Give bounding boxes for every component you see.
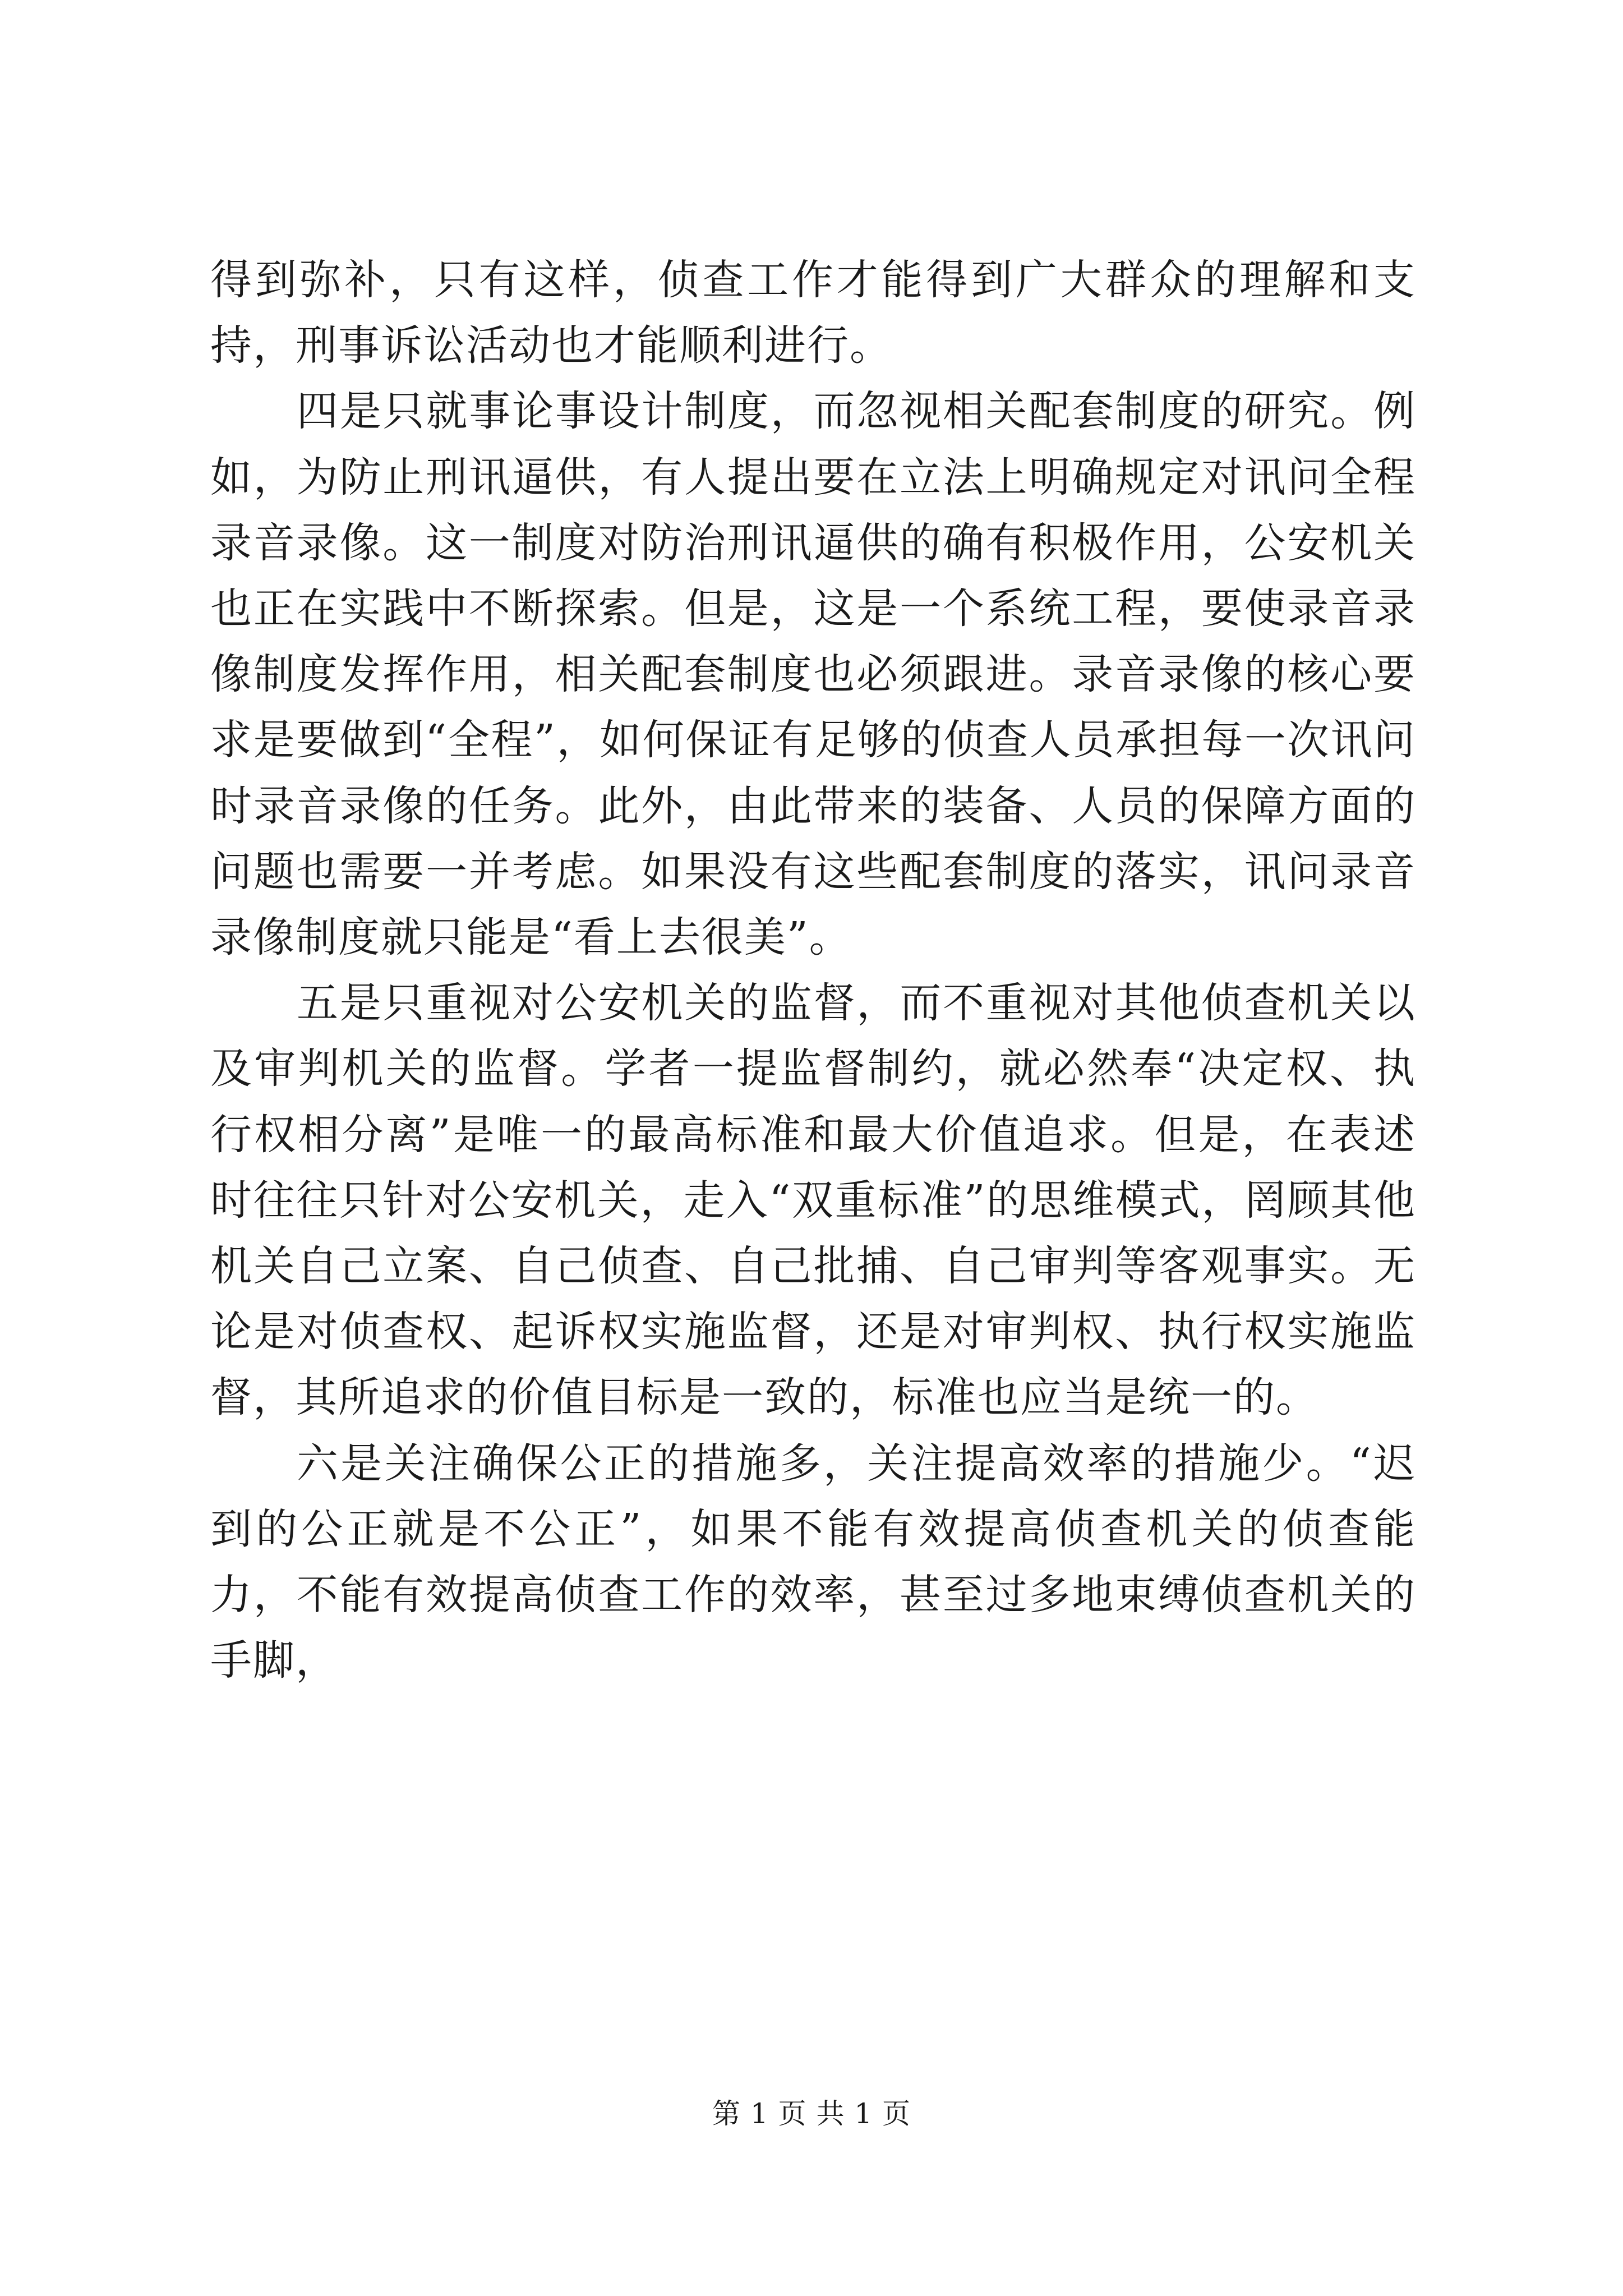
page-footer: 第 1 页 共 1 页 xyxy=(712,2097,911,2130)
document-body xyxy=(210,247,1416,1694)
paragraph-3: 五是只重视对公安机关的监督，而不重视对其他侦查机关以及审判机关的监督。学者一提监督制约，就必然奉“决定权、执行权相分离”是唯一的最高标准和最大价值追求。但是，在表述时往往只针对公安机关，走入“双重标准”的思维模式，罔顾其他机关自己立案、自己侦查、自己批捕、自己审判等客观事实。无论是对侦查权、起诉权实施监督，还是对审判权、执行权实施监督，其所追求的价值目标是一致的，标准也应当是统一的。 xyxy=(210,979,1416,1422)
paragraph-1: 得到弥补，只有这样，侦查工作才能得到广大群众的理解和支持，刑事诉讼活动也才能顺利进行。 xyxy=(210,256,1416,370)
paragraph-2: 四是只就事论事设计制度，而忽视相关配套制度的研究。例如，为防止刑讯逼供，有人提出要在立法上明确规定对讯问全程录音录像。这一制度对防治刑讯逼供的确有积极作用，公安机关也正在实践中不断探索。但是，这是一个系统工程，要使录音录像制度发挥作用，相关配套制度也必须跟进。录音录像的核心要求是要做到“全程”，如何保证有足够的侦查人员承担每一次讯问时录音录像的任务。此外，由此带来的装备、人员的保障方面的问题也需要一并考虑。如果没有这些配套制度的落实，讯问录音录像制度就只能是“看上去很美”。 xyxy=(210,387,1416,962)
paragraph-4: 六是关注确保公正的措施多，关注提高效率的措施少。“迟到的公正就是不公正”，如果不能有效提高侦查机关的侦查能力，不能有效提高侦查工作的效率，甚至过多地束缚侦查机关的手脚， xyxy=(210,1439,1416,1685)
